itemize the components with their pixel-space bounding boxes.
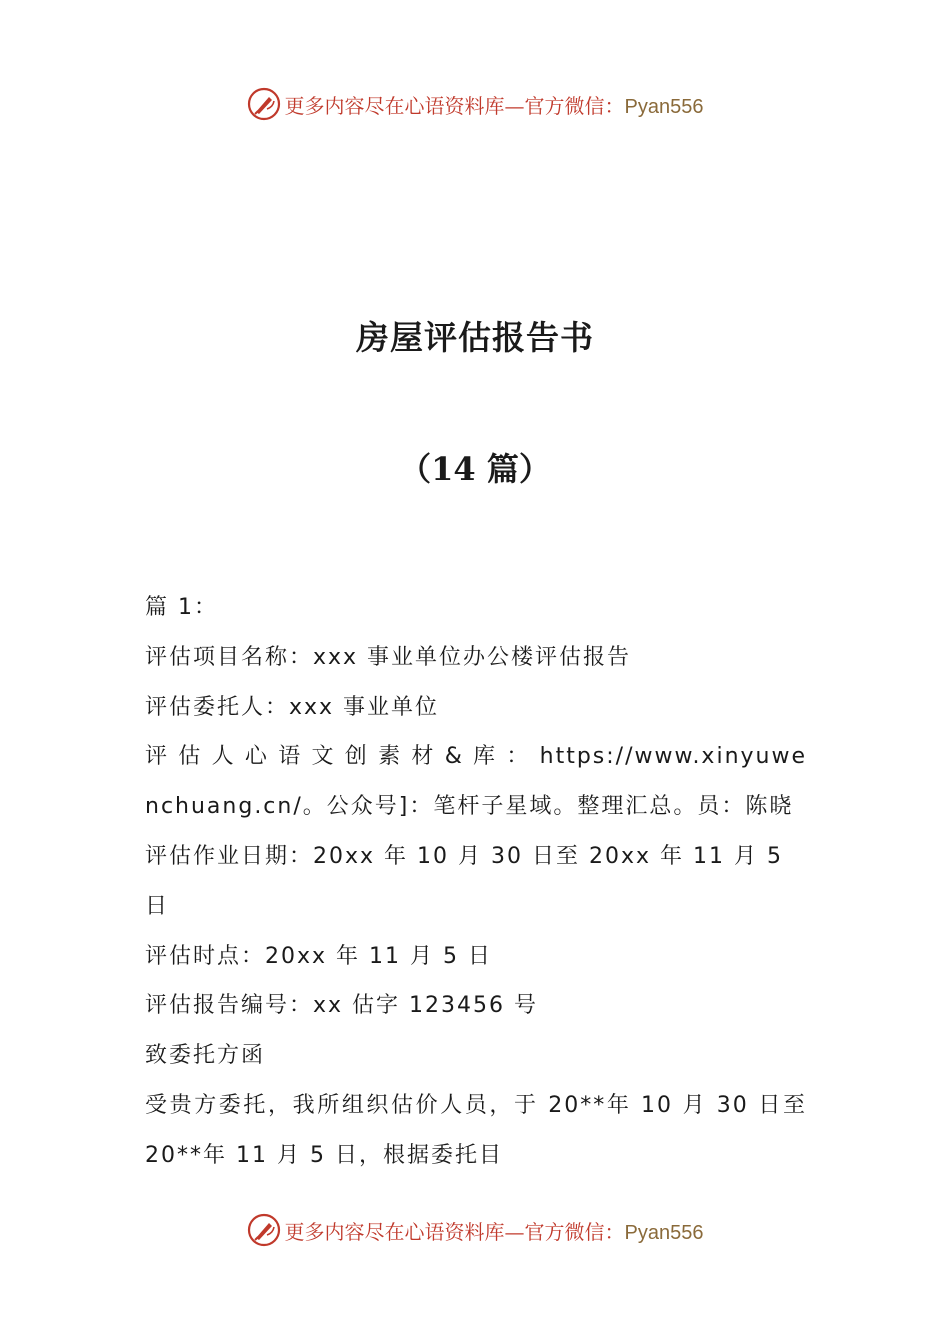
paragraph-letter-body: 受贵方委托，我所组织估价人员，于 20**年 10 月 30 日至 20**年 11 月 5 日，根据委托目 <box>145 1092 807 1168</box>
paragraph-appraiser: 评 估 人 心 语 文 创 素 材 & 库 ： https://www.xinyuwenchuang.cn/。公众号]：笔杆子星域。整理汇总。员：陈晓 <box>145 744 807 820</box>
header-banner-main: 更多内容尽在心语资料库—官方微信： <box>284 93 625 118</box>
document-title: 房屋评估报告书 <box>356 318 594 357</box>
paragraph-letter-heading: 致委托方函 <box>145 1043 266 1069</box>
footer-banner-main: 更多内容尽在心语资料库—官方微信： <box>284 1219 625 1244</box>
quill-pen-logo-icon <box>247 87 281 121</box>
paragraph-work-dates: 评估作业日期：20xx 年 10 月 30 日至 20xx 年 11 月 5 日 <box>145 843 783 919</box>
footer-banner-wechat: Pyan556 <box>624 1221 704 1244</box>
footer-banner <box>0 1210 950 1250</box>
header-banner-wechat: Pyan556 <box>624 95 704 118</box>
quill-pen-logo-icon <box>247 1213 281 1247</box>
document-body <box>145 583 807 1181</box>
paragraph-client: 评估委托人：xxx 事业单位 <box>145 694 440 720</box>
paragraph-valuation-date: 评估时点：20xx 年 11 月 5 日 <box>145 943 492 969</box>
header-banner <box>0 84 950 124</box>
document-subtitle: （14 篇） <box>399 450 551 488</box>
paragraph-project-name: 评估项目名称：xxx 事业单位办公楼评估报告 <box>145 644 632 670</box>
paragraph-report-number: 评估报告编号：xx 估字 123456 号 <box>145 993 539 1019</box>
header-banner-text <box>285 90 704 119</box>
footer-banner-text <box>285 1216 704 1245</box>
paragraph-section-heading: 篇 1： <box>145 595 218 620</box>
